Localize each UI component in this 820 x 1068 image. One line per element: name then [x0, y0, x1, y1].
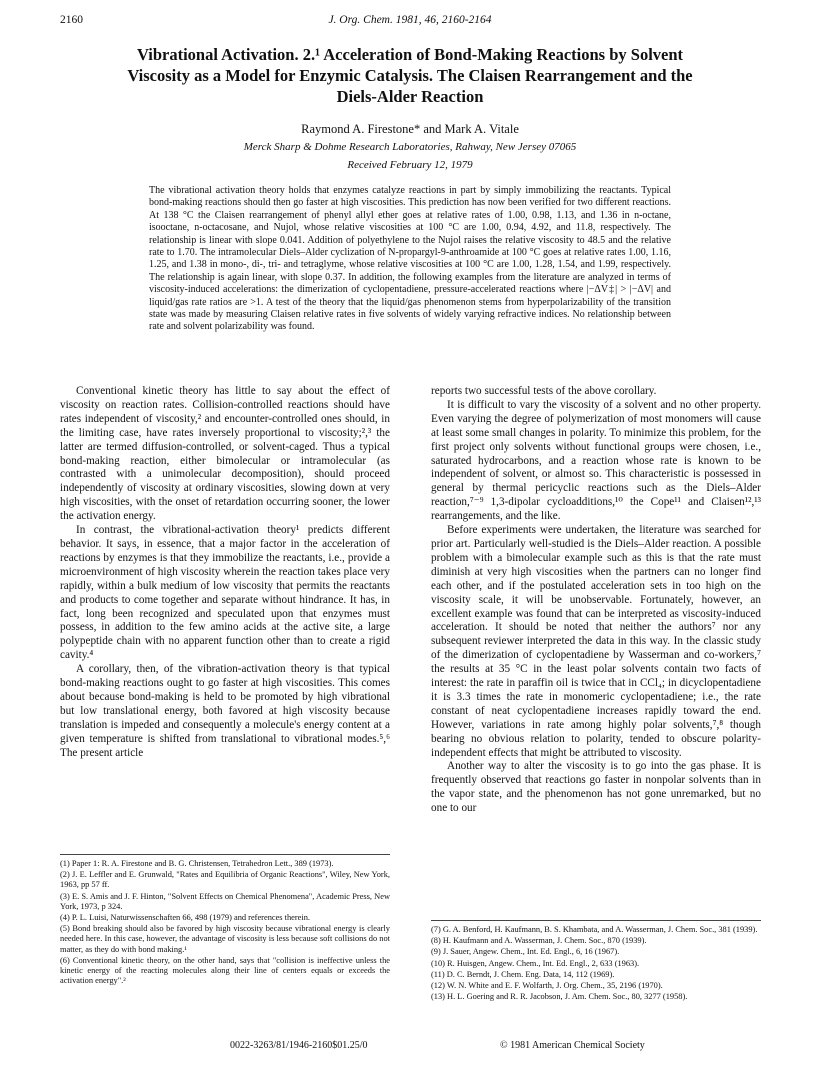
footnote: (13) H. L. Goering and R. R. Jacobson, J. Am. Chem. Soc., 80, 3277 (1958).: [431, 992, 688, 1002]
footnote: (7) G. A. Benford, H. Kaufmann, B. S. Khambata, and A. Wasserman, J. Chem. Soc., 381 (1939).: [431, 925, 758, 934]
footnote: (2) J. E. Leffler and E. Grunwald, "Rates and Equilibria of Organic Reactions", Wiley, New York, 1963, pp 57 ff.: [60, 870, 390, 890]
paragraph: Before experiments were undertaken, the literature was searched for prior art. Particularly well-studied is the Diels–Alder reaction. A possible problem with a bimolecular example such as this is that the rate must diminish at very high viscosities when the partners can no longer find each other, and if the postulated acceleration sets in too high on the viscosity scale, it will be unobservable. Fortunately, however, an excellent example was found that can be interpreted as viscosity-induced acceleration. It should be noted that neither the authors⁷ nor any subsequent reviewer interpreted the data in this way. In the classic study of the dimerization of cyclopentadiene by Wasserman and co-workers,⁷ the results at 35 °C in the least polar solvents contain two facts of interest: the rate in paraffin oil is twice that in CCl₄; in dicyclopentadiene it is 3.3 times the rate in monomeric cyclopentadiene; i.e., the rate constant of neat cyclopentadiene increases rapidly toward the end. However, variations in rate among highly polar solvents,⁷,⁸ though bearing no obvious relation to polarity, tended to obscure polarity-independent effects that might be attributed to viscosity.: [431, 524, 761, 759]
article-title: Vibrational Activation. 2.¹ Acceleration of Bond-Making Reactions by Solvent Viscosity as a Model for Enzymic Catalysis. The Claisen Rearrangement and the Diels-Alder Reaction: [127, 45, 693, 106]
footnote: (10) R. Huisgen, Angew. Chem., Int. Ed. Engl., 2, 633 (1963).: [431, 958, 640, 968]
footnotes-left: [60, 854, 390, 987]
footnote: (12) W. N. White and E. F. Wolfarth, J. Org. Chem., 35, 2196 (1970).: [431, 981, 663, 991]
affiliation: Merck Sharp & Dohme Research Laboratories, Rahway, New Jersey 07065: [243, 141, 577, 153]
running-head: [60, 14, 760, 30]
received-date: Received February 12, 1979: [347, 159, 473, 171]
footnote: (6) Conventional kinetic theory, on the other hand, says that "collision is ineffective unless the kinetic energy of the reacting molecules along their line of centers equals or exceeds the activation energy".²: [60, 955, 390, 986]
body-column-left: [60, 385, 390, 760]
footnote: (3) E. S. Amis and J. F. Hinton, "Solvent Effects on Chemical Phenomena", Academic Press, New York, 1973, p 324.: [60, 891, 390, 911]
body-column-right: [431, 385, 761, 816]
journal-citation: J. Org. Chem. 1981, 46, 2160-2164: [328, 14, 492, 26]
page-number: 2160: [60, 14, 83, 26]
authors: Raymond A. Firestone* and Mark A. Vitale: [301, 122, 519, 136]
footnote: (8) H. Kaufmann and A. Wasserman, J. Chem. Soc., 870 (1939).: [431, 936, 647, 946]
footnotes-right: [431, 920, 761, 1003]
paragraph: A corollary, then, of the vibration-activation theory is that typical bond-making reactions ought to go faster at high viscosities. This comes about because bond-making is held to be promoted by high vibrational but low translational energy, both favored at high viscosity because translation is impeded and consequently a molecule's energy content at a given temperature is shifted from translational to vibrational modes.⁵,⁶ The present article: [60, 663, 390, 759]
paragraph: Conventional kinetic theory has little to say about the effect of viscosity on reaction rates. Collision-controlled reactions should have rates independent of viscosity,² and encounter-controlled ones should, in the limiting case, have rates inversely proportional to viscosity;²,³ the latter are termed diffusion-controlled, or solvent-caged. Thus a typical bond-making reaction, either bimolecular or intramolecular (as contrasted with a unimolecular decomposition), should proceed independently of viscosity at ordinary viscosities, slowing down at very high viscosities, with the onset of retardation occurring sooner, the lower the activation energy.: [60, 385, 390, 523]
paragraph: In contrast, the vibrational-activation theory¹ predicts different behavior. It says, in essence, that a major factor in the acceleration of reactions by enzymes is that they immobilize the reactants, i.e., provide a microenvironment of high viscosity wherein the reaction takes place very rapidly, within a bulk medium of low viscosity that permits the reactants and products to come together and separate without hindrance. It has, in fact, long been recognized and speculated upon that enzymes must possess, in addition to the few amino acids at the active site, a large polypeptide chain with no apparent function other than to create a rigid cavity.⁴: [60, 524, 390, 662]
abstract: The vibrational activation theory holds that enzymes catalyze reactions in part by simply immobilizing the reactants. Typical bond-making reactions should then go faster at high viscosities. This prediction has now been verified for two different reactions. At 138 °C the Claisen rearrangement of phenyl allyl ether goes at relative rates of 1.00, 0.98, 1.13, and 1.36 in n-octane, isooctane, n-octacosane, and Nujol, whose relative viscosities at 100 °C are 1.00, 0.94, 4.92, and 11.8, respectively. The relationship is linear with slope 0.041. Addition of polyethylene to the Nujol raises the relative viscosity to 48.5 and the relative rate to 1.70. The intramolecular Diels–Alder cyclization of N-propargyl-9-anthroamide at 100 °C goes at relative rates 1.00, 1.16, 1.25, and 1.38 in mono-, di-, tri- and tetraglyme, whose relative viscosities at 100 °C are 1.00, 1.28, 1.54, and 1.99, respectively. The relationship is again linear, with slope 0.37. In addition, the following examples from the literature are analyzed in terms of viscosity-induced accelerations: the dimerization of cyclopentadiene, pressure-accelerated reactions where |−ΔV‡| > |−ΔV| and liquid/gas rate ratios are >1. A test of the theory that the liquid/gas phenomenon stems from hyperpolarizability of the transition state was made by measuring Claisen relative rates in five solvents of widely varying refractive indices. No relationship between rate and solvent polarizability was found.: [149, 185, 671, 333]
paragraph: It is difficult to vary the viscosity of a solvent and no other property. Even varying the degree of polymerization of most monomers will cause at least some small changes in polarity. To minimize this problem, for the first project only solvents without functional groups were chosen, i.e., saturated hydrocarbons, and a reaction whose rate is known to be independent of solvent, or almost so. This characteristic is possessed in general by thermal pericyclic reactions such as the Diels–Alder reaction,⁷⁻⁹ 1,3-dipolar cycloadditions,¹⁰ the Cope¹¹ and Claisen¹²,¹³ rearrangements, and the like.: [431, 398, 761, 523]
footnote: (4) P. L. Luisi, Naturwissenschaften 66, 498 (1979) and references therein.: [60, 913, 311, 923]
page-footer: [60, 1040, 760, 1054]
footnote: (11) D. C. Berndt, J. Chem. Eng. Data, 14, 112 (1969).: [431, 969, 615, 979]
footnote: (1) Paper 1: R. A. Firestone and B. G. Christensen, Tetrahedron Lett., 389 (1973).: [60, 859, 334, 868]
footnote: (9) J. Sauer, Angew. Chem., Int. Ed. Engl., 6, 16 (1967).: [431, 947, 620, 957]
paragraph: reports two successful tests of the above corollary.: [431, 385, 657, 397]
article-code: 0022-3263/81/1946-2160$01.25/0: [230, 1040, 368, 1051]
footnote: (5) Bond breaking should also be favored by high viscosity because vibrational energy is clearly needed here. In this case, however, the advantage of viscosity is less because soft collisions do not matter, as they do with bond making.¹: [60, 924, 390, 954]
copyright: © 1981 American Chemical Society: [500, 1040, 645, 1051]
paragraph: Another way to alter the viscosity is to go into the gas phase. It is frequently observed that reactions go faster in nonpolar solvents than in the vapor state, and the phenomenon has not gone unremarked, but no one to our: [431, 760, 761, 815]
